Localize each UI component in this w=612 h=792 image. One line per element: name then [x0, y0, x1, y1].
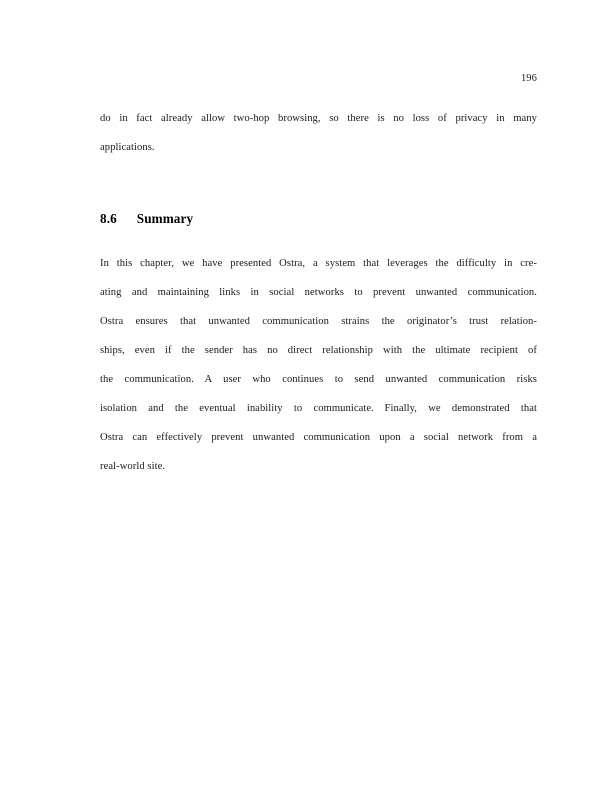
text-line: do in fact already allow two-hop browsing, so there is no loss of privacy in many	[100, 113, 537, 124]
text-line: the communication. A user who continues to send unwanted communication risks	[100, 374, 537, 385]
paragraph-intro	[100, 104, 537, 162]
paragraph-spacer	[100, 162, 537, 204]
text-line: Ostra ensures that unwanted communication strains the originator’s trust relation-	[100, 316, 537, 327]
heading-spacer	[100, 233, 537, 249]
section-heading: 8.6 Summary	[100, 211, 194, 226]
text-line: isolation and the eventual inability to communicate. Finally, we demonstrated that	[100, 403, 537, 414]
text-line: ships, even if the sender has no direct relationship with the ultimate recipient of	[100, 345, 537, 356]
page-number: 196	[520, 73, 537, 84]
text-line: ating and maintaining links in social networks to prevent unwanted communication.	[100, 287, 537, 298]
text-line: Ostra can effectively prevent unwanted communication upon a social network from a	[100, 432, 537, 443]
text-line: real-world site.	[100, 461, 166, 472]
paragraph-summary	[100, 249, 537, 481]
text-line: applications.	[100, 142, 155, 153]
text-column	[100, 104, 537, 481]
text-line: In this chapter, we have presented Ostra, a system that leverages the difficulty in cre-	[100, 258, 537, 269]
